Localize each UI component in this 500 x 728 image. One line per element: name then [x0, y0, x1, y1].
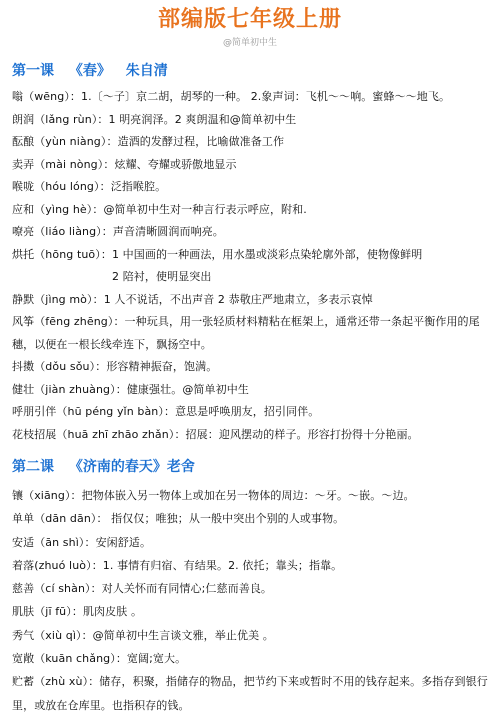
author: 朱自清 [125, 63, 168, 79]
entry: 肌肤（jī fū）：肌肉皮肤 。 [12, 605, 143, 619]
entry: 贮蓄（zhù xù）：储存，积聚，指储存的物品，把节约下来或暂时不用的钱存起来。多指存到银行里，或放在仓库里。也指积存的钱。 [12, 675, 488, 712]
entry: 风筝（fēng zhēng）：一种玩具，用一张轻质材料精粘在框架上，通常还带一条起平衡作用的尾穗，以便在一根长线牵连下，飘扬空中。 [12, 315, 480, 351]
watermark: @简单初中生 [222, 38, 277, 48]
entry: 慈善（cí shàn）：对人关怀而有同情心;仁慈而善良。 [12, 582, 273, 596]
entry-list [12, 484, 490, 717]
entry: 健壮（jiàn zhuàng）：健康强壮。@简单初中生 [12, 382, 249, 396]
entry: 嗡（wēng）：1.〔～子〕京二胡，胡琴的一种。 2.象声词：飞机～～响。蜜蜂～～地飞。 [12, 90, 451, 103]
entry: 烘托（hōng tuō）：1 中国画的一种画法，用水墨或淡彩点染轮廓外部，使物像鲜明 [12, 247, 423, 261]
section-heading [12, 456, 500, 478]
entry: 呼朋引伴（hū péng yǐn bàn）：意思是呼唤朋友，招引同伴。 [12, 405, 320, 418]
page-title: 部编版七年级上册 [157, 7, 342, 32]
entry: 嘹亮（liáo liàng）：声音清晰圆润而响亮。 [12, 225, 224, 238]
entry: 安适（ān shì）：安闲舒适。 [12, 535, 152, 549]
section-heading [12, 60, 500, 82]
entry: 花枝招展（huā zhī zhāo zhǎn）：招展：迎风摆动的样子。形容打扮得十分艳丽。 [12, 427, 419, 441]
entry: 酝酿（yùn niàng）：造酒的发酵过程，比喻做准备工作 [12, 135, 285, 148]
entry-continuation: 2 陪衬，使明显突出 [112, 270, 212, 283]
entry: 朗润（lǎng rùn）：1 明亮润泽。2 爽朗温和@简单初中生 [12, 112, 297, 126]
entry: 秀气（xiù qì）：@简单初中生言谈文雅，举止优美 。 [12, 628, 274, 642]
entry: 静默（jìng mò）：1 人不说话，不出声音 2 恭敬庄严地肃立，多表示哀悼 [12, 292, 373, 306]
entry-list [12, 86, 490, 446]
entry: 应和（yìng hè）：@简单初中生对一种言行表示呼应，附和. [12, 202, 307, 216]
entry: 卖弄（mài nòng）：炫耀、夸耀或骄傲地显示 [12, 157, 237, 171]
section-lesson-2 [0, 456, 500, 717]
entry: 抖擞（dǒu sǒu）：形容精神振奋，饱满。 [12, 360, 218, 373]
entry: 宽敞（kuān chǎng）：宽阔;宽大。 [12, 652, 187, 666]
entry: 镶（xiāng）：把物体嵌入另一物体上或加在另一物体的周边：～牙。～嵌。～边。 [12, 489, 415, 502]
section-lesson-1 [0, 60, 500, 446]
entry: 喉咙（hóu lóng）：泛指喉腔。 [12, 180, 167, 193]
entry: 着落(zhuó luò）：1. 事情有归宿、有结果。2. 依托；靠头；指靠。 [12, 558, 343, 572]
lesson-number: 第一课 [12, 63, 54, 79]
lesson-number: 第二课 [12, 459, 54, 475]
author: 老舍 [166, 459, 195, 475]
text-title: 《济南的春天》 [68, 459, 167, 475]
text-title: 《春》 [68, 63, 111, 79]
entry: 单单（dān dān）： 指仅仅；唯独；从一般中突出个别的人或事物。 [12, 512, 345, 526]
